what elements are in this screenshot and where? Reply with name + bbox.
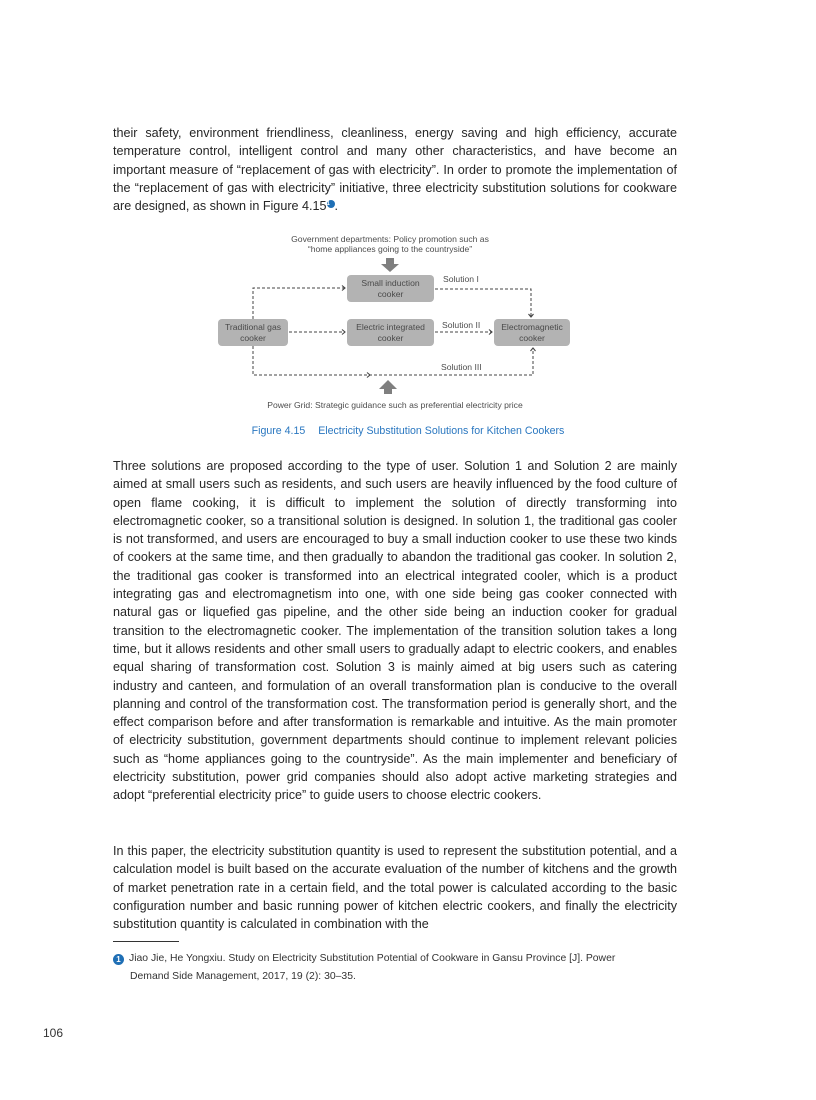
solution-3-path xyxy=(253,346,533,375)
body-paragraph-3: In this paper, the electricity substitution quantity is used to represent the substitution potential, and a calculation model is built based on the accurate evaluation of the number of kitchens and the growth of market penetration rate in a certain field, and the total power is calculated according to the basic configuration number and basic running power of kitchen electric cookers, and finally the electricity substitution quantity is calculated in combination with the xyxy=(113,844,677,932)
figure-4-15-diagram xyxy=(0,0,816,450)
footnote-reference-mark[interactable]: 1 xyxy=(327,200,335,208)
diagram-connectors xyxy=(0,0,816,450)
up-arrow-icon xyxy=(379,380,397,394)
solution-1-path-start xyxy=(253,288,345,319)
solution-1-path-end xyxy=(435,289,531,317)
node-electric-integrated-cooker: Electric integrated cooker xyxy=(347,319,434,346)
label-solution-2: Solution II xyxy=(442,320,481,330)
node-traditional-gas-cooker: Traditional gas cooker xyxy=(218,319,288,346)
node-electromagnetic-cooker: Electromagnetic cooker xyxy=(494,319,570,346)
body-paragraph-2: Three solutions are proposed according to the type of user. Solution 1 and Solution 2 are mainly aimed at small users such as residents, and such users are heavily influenced by the food culture of open flame cooking, it is difficult to implement the solution of directly transforming into electromagnetic cooker, so a transitional solution is designed. In solution 1, the traditional gas cooler is not transformed, and users are encouraged to buy a small induction cooker to use these two kinds of cookers at the same time, and then gradually to abandon the traditional gas cooker. In solution 2, the traditional gas cooker is transformed into an electrical integrated cooler, which is a product integrating gas and electromagnetism into one, with one side being gas cooker connected with natural gas or liquefied gas pipeline, and the other side being an induction cooker for gradual transition to the electromagnetic cooker. The implementation of the transition solution takes a long time, but it allows residents and other small users to gradually adapt to electric cookers, and enables equal sharing of transformation cost. Solution 3 is mainly aimed at big users such as catering industry and canteen, and formulation of an overall transformation plan is conducive to the overall planning and control of the transformation cost. The transformation period is generally short, and the effect comparison before and after transformation is remarkable and intuitive. As the main promoter of electricity substitution, government departments should continue to implement relevant policies such as “home appliances going to the countryside”. As the main implementer and beneficiary of electricity substitution, power grid companies should also adopt active marketing strategies and adopt “preferential electricity price” to guide users to choose electric cookers. xyxy=(113,459,677,803)
government-note: Government departments: Policy promotion such as “home appliances going to the countryside” xyxy=(291,234,489,254)
down-arrow-icon xyxy=(381,258,399,272)
footnote-divider xyxy=(113,941,179,942)
node-small-induction-cooker: Small induction cooker xyxy=(347,275,434,302)
figure-number: Figure 4.15 xyxy=(251,425,306,437)
label-solution-1: Solution I xyxy=(443,274,479,284)
body-paragraph-1: their safety, environment friendliness, cleanliness, energy saving and high efficiency, accurate temperature control, intelligent control and many other characteristics, and have become an important measure of “replacement of gas with electricity”. In order to promote the implementation of the “replacement of gas with electricity” initiative, three electricity substitution solutions for cookware are designed, as shown in Figure 4.151 . xyxy=(113,126,677,214)
label-solution-3: Solution III xyxy=(441,362,482,372)
figure-caption xyxy=(0,425,816,437)
power-grid-note: Power Grid: Strategic guidance such as preferential electricity price xyxy=(267,400,523,410)
figure-title: Electricity Substitution Solutions for Kitchen Cookers xyxy=(318,425,565,437)
footnote-marker: 1 xyxy=(113,954,124,965)
page-number: 106 xyxy=(43,1026,64,1040)
footnote: 1 Jiao Jie, He Yongxiu. Study on Electricity Substitution Potential of Cookware in Gansu Province [J]. Power Demand Side Management, 2017, 19 (2): 30–35. xyxy=(113,950,679,985)
